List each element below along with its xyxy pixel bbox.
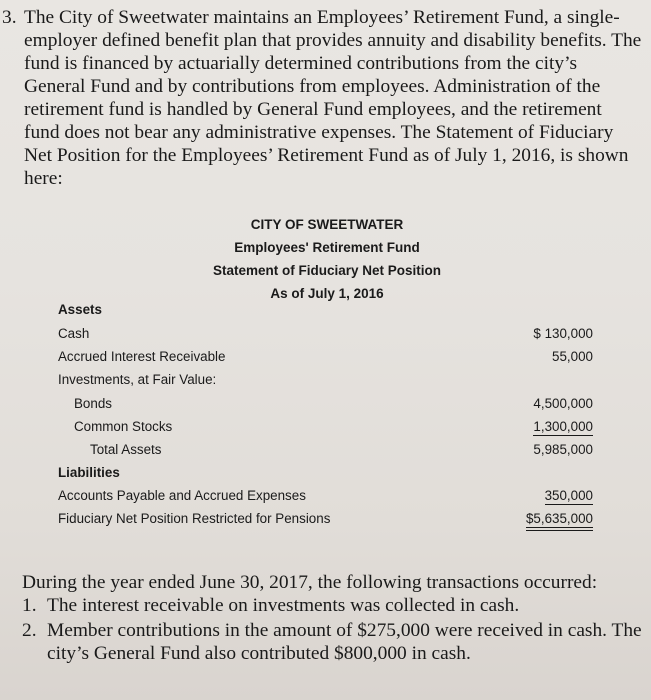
transaction-item	[22, 619, 642, 665]
total-assets-amount: 5,985,000	[533, 442, 593, 457]
transaction-text: The interest receivable on investments was collected in cash.	[47, 595, 520, 616]
transaction-number: 2.	[22, 620, 37, 641]
transaction-item	[22, 594, 642, 617]
interest-receivable-amount: 55,000	[552, 349, 593, 364]
interest-receivable-label: Accrued Interest Receivable	[58, 349, 226, 364]
net-position-label: Fiduciary Net Position Restricted for Pensions	[58, 511, 331, 526]
problem-intro-text: The City of Sweetwater maintains an Employees’ Retirement Fund, a single-employer defined benefit plan that provides annuity and disability benefits. The fund is financed by actuarially determined contributions from the city’s General Fund and by contributions from employees. Administration of the retirement fund is handled by General Fund employees, and the retirement fund does not bear any administrative expenses. The Statement of Fiduciary Net Position for the Employees’ Retirement Fund as of July 1, 2016, is shown here:	[24, 7, 642, 189]
total-assets-label: Total Assets	[90, 442, 162, 457]
statement-entity: CITY OF SWEETWATER	[250, 217, 404, 232]
transaction-text: Member contributions in the amount of $275,000 were received in cash. The city’s General Fund also contributed $800,000 in cash.	[47, 620, 642, 664]
bonds-label: Bonds	[74, 396, 112, 411]
transactions-section	[22, 571, 642, 665]
statement-title: Statement of Fiduciary Net Position	[212, 263, 442, 278]
liabilities-heading: Liabilities	[58, 465, 120, 480]
investments-label: Investments, at Fair Value:	[58, 372, 217, 387]
common-stocks-amount: 1,300,000	[533, 419, 593, 434]
accounts-payable-label: Accounts Payable and Accrued Expenses	[58, 488, 306, 503]
cash-label: Cash	[58, 326, 90, 341]
cash-amount: $ 130,000	[533, 326, 593, 341]
assets-heading: Assets	[58, 302, 102, 317]
problem-number: 3.	[2, 7, 17, 28]
common-stocks-label: Common Stocks	[74, 419, 173, 434]
statement-fund: Employees' Retirement Fund	[234, 240, 420, 255]
statement-date: As of July 1, 2016	[270, 286, 384, 301]
net-position-amount: $5,635,000	[526, 511, 593, 531]
problem-intro	[2, 6, 642, 190]
accounts-payable-amount: 350,000	[544, 488, 593, 503]
bonds-amount: 4,500,000	[533, 396, 593, 411]
statement-header	[190, 213, 464, 305]
transaction-number: 1.	[22, 595, 37, 616]
transactions-lead: During the year ended June 30, 2017, the following transactions occurred:	[22, 572, 598, 593]
